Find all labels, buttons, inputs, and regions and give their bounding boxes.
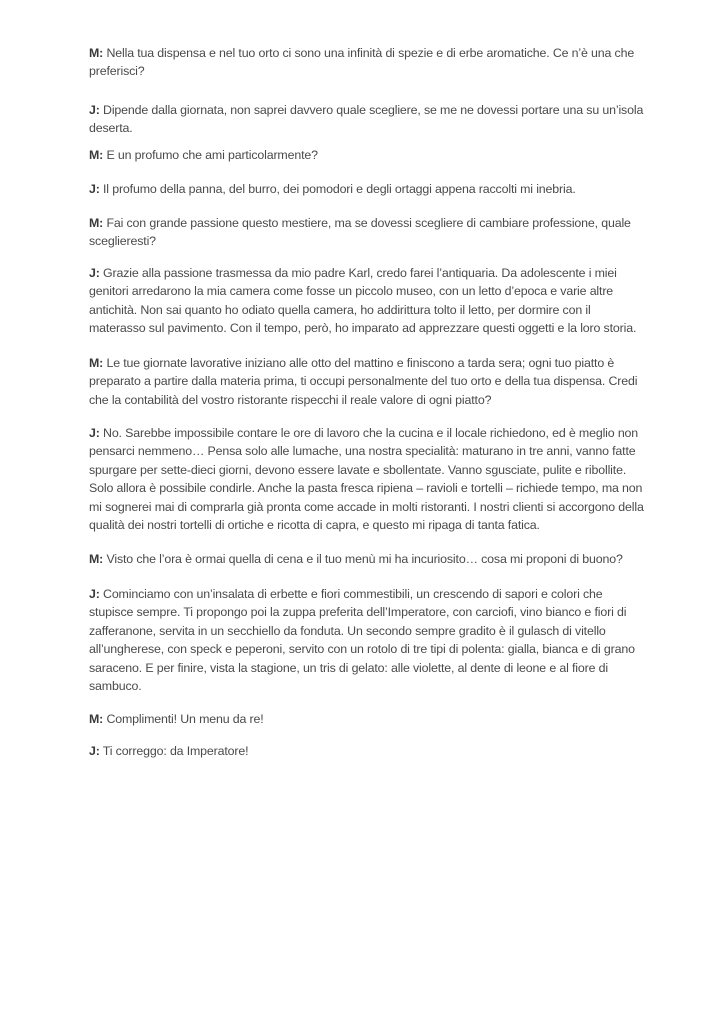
- speaker-label: J:: [89, 744, 100, 758]
- speaker-label: M:: [89, 148, 104, 162]
- speaker-label: J:: [89, 587, 100, 601]
- interview-paragraph: [89, 146, 649, 164]
- interview-paragraph: [89, 214, 649, 251]
- interview-paragraph: [89, 710, 649, 728]
- paragraph-text: Ti correggo: da Imperatore!: [102, 744, 249, 758]
- interview-paragraph: [89, 550, 649, 568]
- speaker-label: M:: [89, 46, 104, 60]
- paragraph-text: Nella tua dispensa e nel tuo orto ci sono una infinità di spezie e di erbe aromatiche. Ce n’è una che preferisci?: [89, 46, 635, 79]
- interview-paragraph: [89, 354, 649, 409]
- paragraph-text: Grazie alla passione trasmessa da mio padre Karl, credo farei l’antiquaria. Da adolescente i miei genitori arredarono la mia camera come fosse un piccolo museo, con un letto d’epoca e varie altre antichità. Non sai quanto ho odiato quella camera, ho addirittura tolto il letto, per dormire con il materasso sul pavimento. Con il tempo, però, ho imparato ad apprezzare questi oggetti e la loro storia.: [89, 266, 637, 336]
- speaker-label: J:: [89, 426, 100, 440]
- paragraph-text: Dipende dalla giornata, non saprei davvero quale scegliere, se me ne dovessi portare una su un’isola deserta.: [89, 103, 644, 136]
- interview-paragraph: [89, 742, 649, 760]
- interview-paragraph: [89, 264, 649, 338]
- interview-paragraph: [89, 180, 649, 198]
- paragraph-text: Il profumo della panna, del burro, dei pomodori e degli ortaggi appena raccolti mi inebria.: [103, 182, 576, 196]
- speaker-label: M:: [89, 712, 104, 726]
- paragraph-text: No. Sarebbe impossibile contare le ore di lavoro che la cucina e il locale richiedono, ed è meglio non pensarci nemmeno… Pensa solo alle lumache, una nostra specialità: maturano in tre anni, vanno fatte spurgare per sette-dieci giorni, devono essere lavate e sbollentate. Vanno sgusciate, pulite e ribollite. Solo allora è possibile condirle. Anche la pasta fresca ripiena – ravioli e tortelli – richiede tempo, ma non mi sognerei mai di comprarla già pronta come accade in molti ristoranti. I nostri clienti si accorgono della qualità dei nostri tortelli di ortiche e ricotta di capra, e questo mi ripaga di tanta fatica.: [89, 426, 644, 533]
- speaker-label: M:: [89, 356, 104, 370]
- paragraph-text: Le tue giornate lavorative iniziano alle otto del mattino e finiscono a tarda sera; ogni tuo piatto è preparato a partire dalla materia prima, ti occupi personalmente del tuo orto e della tua dispensa. Credi che la contabilità del vostro ristorante rispecchi il reale valore di ogni piatto?: [89, 356, 638, 407]
- paragraph-text: Visto che l’ora è ormai quella di cena e il tuo menù mi ha incuriosito… cosa mi proponi di buono?: [106, 552, 623, 566]
- paragraph-text: Fai con grande passione questo mestiere, ma se dovessi scegliere di cambiare professione, quale sceglieresti?: [89, 216, 631, 249]
- paragraph-text: Complimenti! Un menu da re!: [106, 712, 264, 726]
- interview-paragraph: [89, 44, 649, 81]
- speaker-label: J:: [89, 103, 100, 117]
- paragraph-text: E un profumo che ami particolarmente?: [106, 148, 318, 162]
- interview-paragraph: [89, 424, 649, 534]
- speaker-label: J:: [89, 266, 100, 280]
- interview-paragraph: [89, 101, 649, 138]
- speaker-label: M:: [89, 216, 104, 230]
- paragraph-text: Cominciamo con un’insalata di erbette e fiori commestibili, un crescendo di sapori e colori che stupisce sempre. Ti propongo poi la zuppa preferita dell’Imperatore, con carciofi, vino bianco e fiori di zafferanone, servita in un secchiello da fonduta. Un secondo sempre gradito è il gulasch di vitello all’ungherese, con speck e peperoni, servito con un rotolo di tre tipi di polenta: gialla, bianca e di grano saraceno. E per finire, vista la stagione, un tris di gelato: alle violette, al dente di leone e al fiore di sambuco.: [89, 587, 635, 694]
- speaker-label: J:: [89, 182, 100, 196]
- speaker-label: M:: [89, 552, 104, 566]
- interview-paragraph: [89, 585, 649, 695]
